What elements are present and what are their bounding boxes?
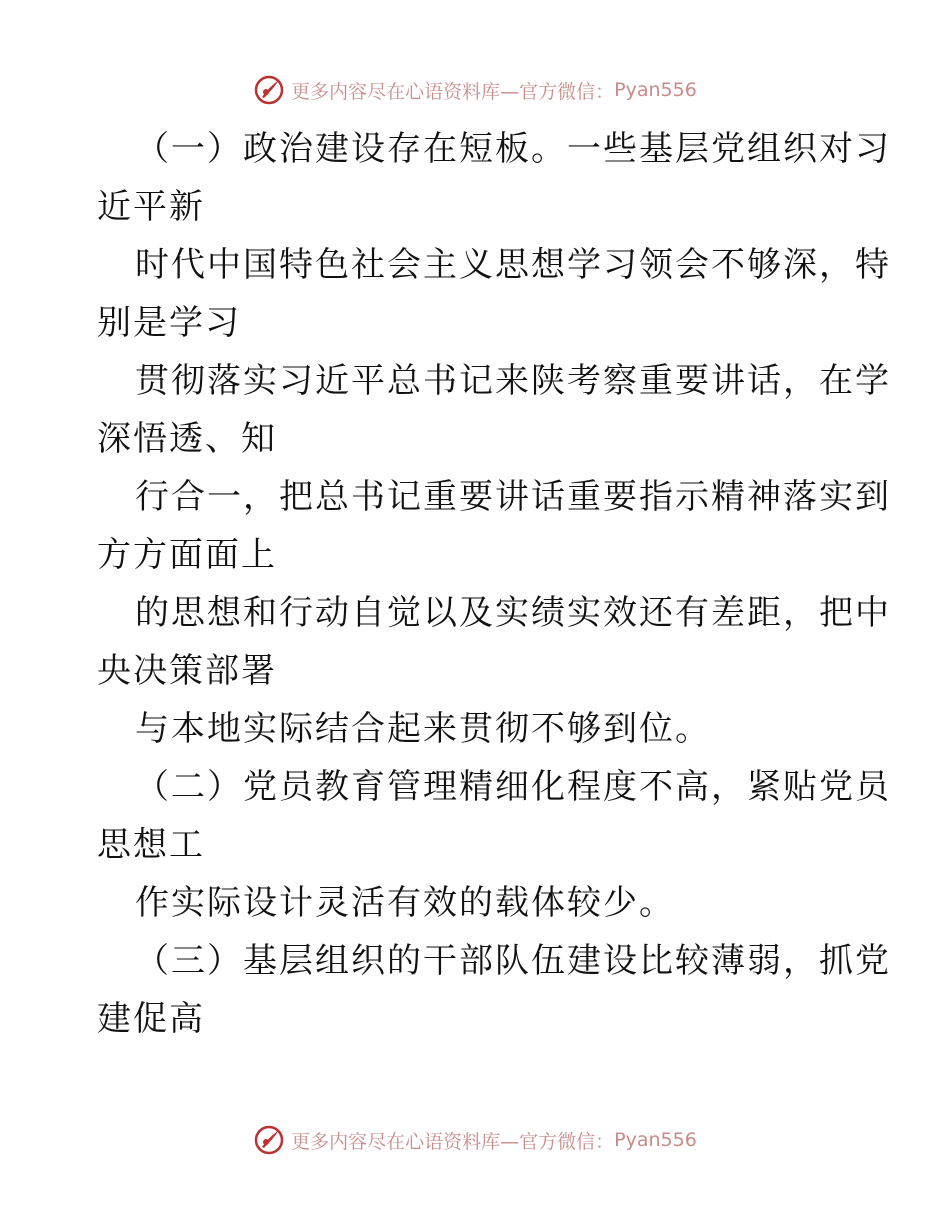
document-body — [97, 120, 891, 1048]
body-line: 央决策部署 — [97, 651, 277, 691]
watermark-handle: Pyan556 — [614, 79, 697, 101]
header-watermark — [0, 70, 950, 110]
body-line: 的思想和行动自觉以及实绩实效还有差距，把中 — [135, 593, 891, 633]
body-line: 近平新 — [97, 187, 205, 227]
body-line: 与本地实际结合起来贯彻不够到位。 — [135, 709, 711, 749]
body-line: （一）政治建设存在短板。一些基层党组织对习 — [135, 129, 891, 169]
body-line: （三）基层组织的干部队伍建设比较薄弱，抓党 — [135, 941, 891, 981]
watermark-text: 更多内容尽在心语资料库—官方微信： — [291, 80, 615, 103]
body-line: 深悟透、知 — [97, 419, 277, 459]
watermark-text: 更多内容尽在心语资料库—官方微信： — [291, 1130, 615, 1153]
feather-seal-icon — [253, 1124, 285, 1156]
body-line: 思想工 — [97, 825, 205, 865]
body-line: 别是学习 — [97, 303, 241, 343]
body-line: （二）党员教育管理精细化程度不高，紧贴党员 — [135, 767, 891, 807]
body-line: 作实际设计灵活有效的载体较少。 — [135, 883, 675, 923]
feather-seal-icon — [253, 74, 285, 106]
footer-watermark — [0, 1120, 950, 1160]
body-line: 方方面面上 — [97, 535, 277, 575]
body-line: 时代中国特色社会主义思想学习领会不够深，特 — [135, 245, 891, 285]
body-line: 行合一，把总书记重要讲话重要指示精神落实到 — [135, 477, 891, 517]
body-line: 贯彻落实习近平总书记来陕考察重要讲话，在学 — [135, 361, 891, 401]
body-line: 建促高 — [97, 999, 205, 1039]
watermark-handle: Pyan556 — [614, 1129, 697, 1151]
